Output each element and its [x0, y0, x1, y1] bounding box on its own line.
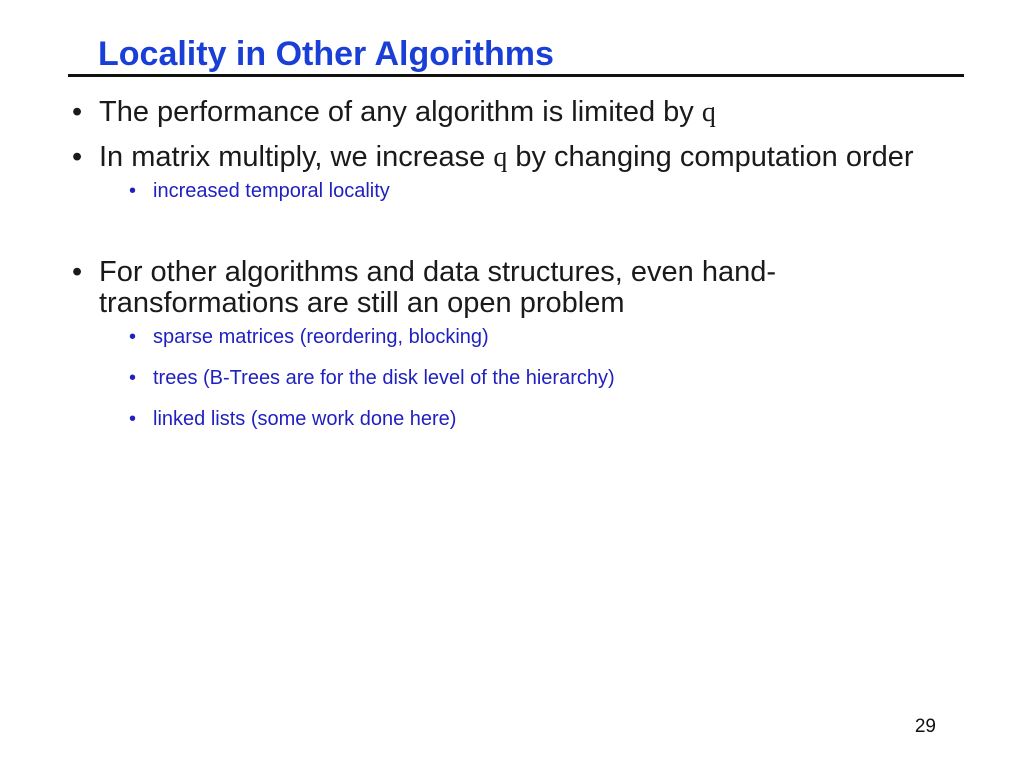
sub-bullet-dot-icon: •	[129, 367, 137, 389]
sub-bullet-text: sparse matrices (reordering, blocking)	[153, 326, 489, 348]
sub-bullet	[129, 325, 972, 349]
bullet-other-algorithms	[72, 257, 972, 319]
bullet-text: For other algorithms and data structures, even hand-transformations are still an open problem	[99, 256, 777, 319]
sub-bullet-dot-icon: •	[129, 408, 137, 430]
page-number: 29	[914, 716, 936, 737]
bullet-dot-icon: •	[72, 141, 83, 173]
variable-q: q	[493, 142, 508, 173]
bullet-matrix-multiply	[72, 142, 972, 173]
bullet-text: In matrix multiply, we increase	[99, 141, 494, 173]
title-underline	[68, 74, 964, 77]
bullet-text: by changing computation order	[507, 141, 914, 173]
slide-title: Locality in Other Algorithms	[98, 35, 554, 73]
sub-bullet-text: trees (B-Trees are for the disk level of the hierarchy)	[153, 367, 615, 389]
sub-bullet	[129, 407, 972, 431]
slide-body	[72, 97, 972, 431]
sub-bullet-text: increased temporal locality	[153, 180, 390, 202]
bullet-performance	[72, 97, 972, 128]
sub-bullet-dot-icon: •	[129, 326, 137, 348]
variable-q: q	[701, 97, 716, 128]
bullet-dot-icon: •	[72, 256, 83, 288]
bullet-dot-icon: •	[72, 96, 83, 128]
sub-bullet-text: linked lists (some work done here)	[153, 408, 457, 430]
bullet-text: The performance of any algorithm is limited by	[99, 96, 702, 128]
sub-bullet	[129, 179, 972, 203]
sub-bullet-dot-icon: •	[129, 180, 137, 202]
sub-bullet	[129, 366, 972, 390]
